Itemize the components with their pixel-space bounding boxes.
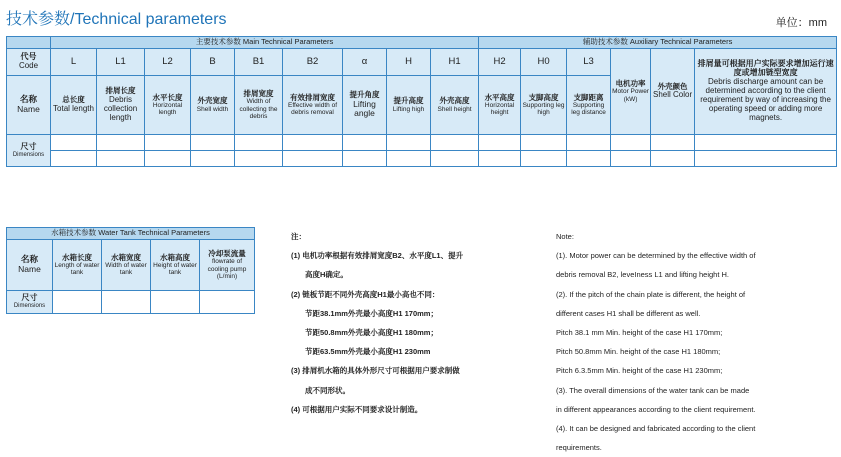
note-line: Pitch 38.1 mm Min. height of the case H1 170mm; — [556, 328, 723, 338]
note-line: (4) 可根据用户实际不同要求设计制造。 — [291, 404, 423, 414]
note-line: debris removal B2, leveIness L1 and lifting height H. — [556, 270, 730, 280]
note-line: 注： — [291, 232, 306, 241]
note-line: (3). The overall dimensions of the water tank can be made — [556, 385, 750, 395]
dimension-value-cell — [51, 135, 97, 151]
note-line: in different appearances according to the client requirement. — [556, 404, 756, 414]
tank-dimension-cell — [151, 291, 200, 314]
dimension-value-cell — [479, 151, 521, 167]
code-cell: B2 — [283, 49, 343, 76]
notes-chinese — [291, 227, 541, 419]
name-cell: 外壳宽度 Shell width — [191, 76, 235, 135]
tank-name-cell: 水箱高度 Height of water tank — [151, 240, 200, 291]
name-cell: 排屑宽度 Width of collecting the debris — [235, 76, 283, 135]
name-cell: 提升角度 Lifting angle — [343, 76, 387, 135]
note-line: requirements. — [556, 443, 602, 453]
tank-dimension-cell — [102, 291, 151, 314]
code-cell: H0 — [521, 49, 567, 76]
unit-label: 单位：mm — [775, 17, 827, 29]
header-corner — [7, 37, 51, 49]
dimension-value-cell — [145, 151, 191, 167]
dimension-value-cell — [431, 151, 479, 167]
dimension-value-cell — [431, 135, 479, 151]
shell-color-cell: 外壳颜色 Shell Color — [651, 49, 695, 135]
note-line: 节距63.5mm外壳最小高度H1 230mm — [305, 347, 431, 357]
note-line: (3) 排屑机水箱的具体外形尺寸可根据用户要求制做 — [291, 366, 460, 376]
name-cell: 外壳高度 Shell height — [431, 76, 479, 135]
note-line: (4). It can be designed and fabricated according to the client — [556, 424, 756, 434]
dimension-value-cell — [97, 135, 145, 151]
main-tech-header: 主要技术参数 Main Technical Parameters — [51, 37, 479, 49]
code-cell: B — [191, 49, 235, 76]
dimension-value-cell — [283, 151, 343, 167]
code-cell: B1 — [235, 49, 283, 76]
main-parameters-table — [6, 36, 837, 167]
note-line: 高度H确定。 — [305, 270, 348, 280]
note-line: Note: — [556, 232, 574, 241]
name-cell: 总长度 Total length — [51, 76, 97, 135]
tank-name-cell: 水箱宽度 Width of water tank — [102, 240, 151, 291]
dimension-value-cell — [521, 135, 567, 151]
dimension-value-cell — [651, 151, 695, 167]
dimension-value-cell — [235, 135, 283, 151]
note-line: Pitch 50.8mm Min. height of the case H1 180mm; — [556, 347, 721, 357]
code-cell: H2 — [479, 49, 521, 76]
dimension-value-cell — [343, 135, 387, 151]
name-label: 名称 Name — [7, 76, 51, 135]
note-line: different cases H1 shall be different as well. — [556, 308, 701, 318]
dimension-value-cell — [521, 151, 567, 167]
note-line: (1) 电机功率根据有效排屑宽度B2、水平度L1、提升 — [291, 251, 464, 261]
tank-dimension-cell — [53, 291, 102, 314]
code-cell: H — [387, 49, 431, 76]
dimension-value-cell — [567, 135, 611, 151]
dimension-value-cell — [611, 151, 651, 167]
tank-dimension-cell — [200, 291, 255, 314]
dimension-value-cell — [611, 135, 651, 151]
dimension-value-cell — [695, 151, 837, 167]
name-cell: 提升高度 Lifting high — [387, 76, 431, 135]
dimension-value-cell — [343, 151, 387, 167]
tank-name-cell: 冷却泵流量 flowrate of cooling pump (L/min) — [200, 240, 255, 291]
dimension-value-cell — [97, 151, 145, 167]
code-cell: L — [51, 49, 97, 76]
note-line: (2) 链板节距不同外壳高度H1最小高也不同： — [291, 289, 440, 299]
notes-english — [556, 227, 841, 457]
tank-dimensions-label: 尺寸 Dimensions — [7, 291, 53, 314]
dimension-value-cell — [651, 135, 695, 151]
dimension-value-cell — [235, 151, 283, 167]
water-tank-table — [6, 227, 255, 314]
page-title: 技术参数/Technical parameters — [6, 11, 227, 28]
name-cell: 有效排屑宽度 Effective width of debris removal — [283, 76, 343, 135]
dimension-value-cell — [695, 135, 837, 151]
name-cell: 支脚距离 Supporting leg distance — [567, 76, 611, 135]
dimension-value-cell — [387, 135, 431, 151]
code-cell: α — [343, 49, 387, 76]
note-line: 节距38.1mm外壳最小高度H1 170mm； — [305, 308, 438, 318]
dimension-value-cell — [387, 151, 431, 167]
note-line: (1). Motor power can be determined by the effective width of — [556, 251, 756, 261]
dimension-value-cell — [51, 151, 97, 167]
code-cell: L2 — [145, 49, 191, 76]
name-cell: 水平高度 Horizontal height — [479, 76, 521, 135]
dimension-value-cell — [191, 151, 235, 167]
dimension-value-cell — [567, 151, 611, 167]
name-cell: 支脚高度 Supporting leg high — [521, 76, 567, 135]
motor-power-cell: 电机功率 Motor Power (kW) — [611, 49, 651, 135]
name-cell: 水平长度 Horizontal length — [145, 76, 191, 135]
tank-name-label: 名称 Name — [7, 240, 53, 291]
code-cell: H1 — [431, 49, 479, 76]
dimension-value-cell — [145, 135, 191, 151]
note-line: 成不同形状。 — [305, 385, 350, 395]
code-cell: L3 — [567, 49, 611, 76]
code-label: 代号 Code — [7, 49, 51, 76]
aux-tech-header: 辅助技术参数 Auxiliary Technical Parameters — [479, 37, 837, 49]
dimensions-label: 尺寸 Dimensions — [7, 135, 51, 167]
tank-name-cell: 水箱长度 Length of water tank — [53, 240, 102, 291]
code-cell: L1 — [97, 49, 145, 76]
dimension-value-cell — [479, 135, 521, 151]
note-line: Pitch 6.3.5mm Min. height of the case H1 230mm; — [556, 366, 723, 376]
name-cell: 排屑长度 Debris collection length — [97, 76, 145, 135]
note-line: (2). If the pitch of the chain plate is different, the height of — [556, 289, 746, 299]
dimension-value-cell — [283, 135, 343, 151]
dimension-value-cell — [191, 135, 235, 151]
water-tank-header: 水箱技术参数 Water Tank Technical Parameters — [7, 228, 255, 240]
debris-note-cell: 排屑量可根据用户实际要求增加运行速度或增加链型宽度 Debris discharge amount can be determined according to the client requirement by way of increasing the operating speed or adding more magnets. — [695, 49, 837, 135]
note-line: 节距50.8mm外壳最小高度H1 180mm； — [305, 328, 438, 338]
